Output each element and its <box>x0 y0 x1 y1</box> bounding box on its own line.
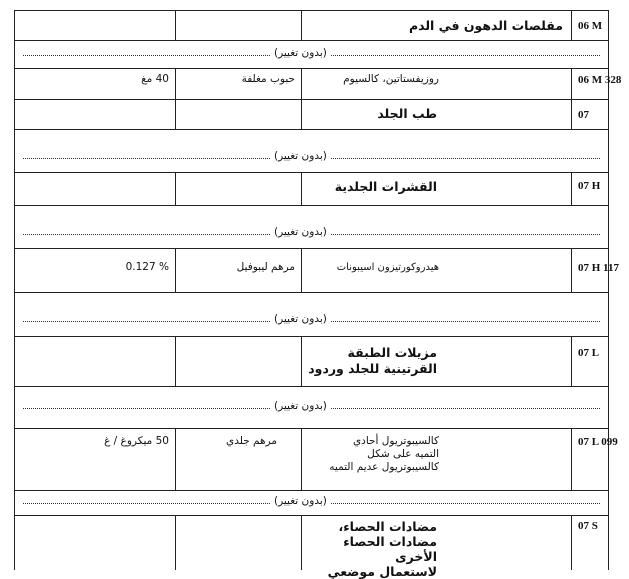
table-row <box>15 515 608 579</box>
no-change-note: (بدون تغيير) <box>270 150 331 162</box>
notes-row <box>15 292 608 336</box>
section-title-line: مضادات الحصاء الأخرى <box>343 534 437 564</box>
notes-row <box>15 129 608 172</box>
no-change-note: (بدون تغيير) <box>270 495 331 507</box>
dosage-form: حبوب مغلفة <box>241 73 295 85</box>
no-change-note: (بدون تغيير) <box>270 47 331 59</box>
form-cell <box>175 100 301 129</box>
concentration-cell <box>15 429 175 490</box>
drug-name-cell <box>301 429 445 490</box>
drug-table <box>14 10 622 579</box>
table-row <box>15 99 608 129</box>
drug-name-cell <box>301 173 445 205</box>
code-cell <box>571 69 622 99</box>
dosage-form: مرهم جلدي <box>226 435 277 447</box>
dosage-form: مرهم ليبوفيل <box>236 261 295 273</box>
form-cell <box>175 516 301 570</box>
drug-name-cell <box>301 69 445 99</box>
drug-code: 07 L 099 <box>578 436 618 448</box>
notes-row <box>15 40 608 68</box>
section-title-line: لاستعمال موضعي <box>327 564 437 579</box>
drug-name: روزيفستاتين، كالسيوم <box>343 73 439 85</box>
no-change-note: (بدون تغيير) <box>270 400 331 412</box>
section-code: 07 <box>578 108 589 121</box>
form-cell <box>175 69 301 99</box>
form-cell <box>175 429 301 490</box>
concentration: % 0.127 <box>125 261 169 273</box>
no-change-note: (بدون تغيير) <box>270 226 331 238</box>
section-code: 06 M <box>578 19 603 32</box>
section-code: 07 S <box>578 520 598 532</box>
concentration-cell <box>15 100 175 129</box>
code-cell <box>571 516 610 570</box>
form-cell <box>175 11 301 40</box>
concentration-cell <box>15 337 175 386</box>
code-cell <box>571 11 610 40</box>
code-cell <box>571 337 610 386</box>
drug-name: هيدروكورتيزون اسيبونات <box>336 262 439 273</box>
concentration-cell <box>15 249 175 292</box>
drug-name-cell <box>301 337 445 386</box>
drug-name-line: كالسيبوتريول أحادي <box>352 435 439 447</box>
drug-code: 06 M 328 <box>578 74 622 86</box>
form-cell <box>175 249 301 292</box>
concentration: 40 مغ <box>141 73 169 85</box>
notes-row <box>15 490 608 515</box>
section-code: 07 L <box>578 347 600 359</box>
notes-row <box>15 386 608 428</box>
drug-name-line: كالسيبوتريول عديم التميه <box>329 461 439 473</box>
concentration-cell <box>15 516 175 570</box>
section-code: 07 H <box>578 180 601 192</box>
concentration-cell <box>15 11 175 40</box>
code-cell <box>571 249 619 292</box>
table-row <box>15 172 608 205</box>
section-title-cell <box>301 11 571 40</box>
concentration: 50 ميكروغ / غ <box>104 435 169 447</box>
section-title-line: القرتينية للجلد وردود <box>308 361 437 376</box>
section-title: القشرات الجلدية <box>334 179 437 194</box>
concentration-cell <box>15 69 175 99</box>
drug-name-cell <box>301 100 445 129</box>
drug-name-line: التميه على شكل <box>367 448 439 460</box>
section-title-line: مزيلات الطبقة <box>347 345 437 360</box>
form-cell <box>175 173 301 205</box>
table-row <box>15 428 618 490</box>
form-cell <box>175 337 301 386</box>
drug-code: 07 H 117 <box>578 262 619 274</box>
drug-name-cell <box>301 249 445 292</box>
no-change-note: (بدون تغيير) <box>270 313 331 325</box>
table-row <box>15 10 608 40</box>
code-cell <box>571 173 610 205</box>
section-title: مقلصات الدهون في الدم <box>408 17 563 33</box>
section-title: طب الجلد <box>377 106 437 121</box>
section-title-line: مضادات الحصاء، <box>338 519 437 534</box>
notes-row <box>15 205 608 248</box>
table-row <box>15 336 608 386</box>
table-row <box>15 68 622 99</box>
concentration-cell <box>15 173 175 205</box>
table-row <box>15 248 619 292</box>
code-cell <box>571 100 610 129</box>
drug-name-cell <box>301 516 445 579</box>
code-cell <box>571 429 618 490</box>
